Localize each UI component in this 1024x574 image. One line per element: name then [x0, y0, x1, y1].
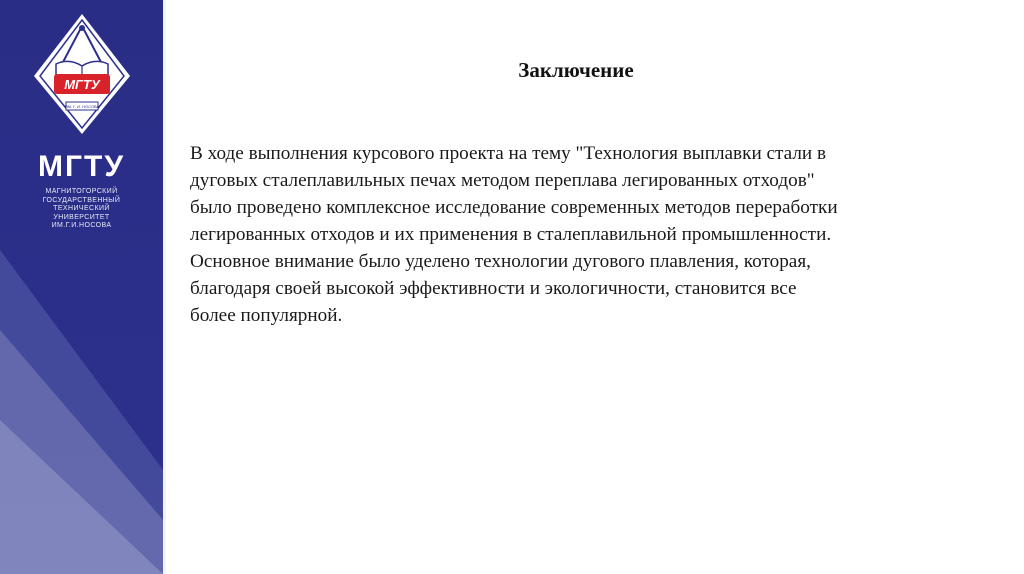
brand-subtitle-line: МАГНИТОГОРСКИЙ — [45, 188, 118, 195]
university-logo — [32, 12, 132, 136]
sidebar — [0, 0, 163, 574]
body-line: было проведено комплексное исследование современных методов переработки — [190, 197, 838, 218]
body-line: более популярной. — [190, 305, 343, 326]
body-line: дуговых сталеплавильных печах методом переплава легированных отходов" — [190, 170, 815, 191]
brand-title: МГТУ — [38, 150, 125, 183]
brand-subtitle-line: ТЕХНИЧЕСКИЙ — [53, 205, 110, 213]
slide-title: Заключение — [518, 58, 634, 82]
sidebar-divider — [163, 0, 166, 574]
brand-subtitle-line: УНИВЕРСИТЕТ — [53, 213, 110, 221]
brand-subtitle-line: ИМ.Г.И.НОСОВА — [51, 222, 112, 230]
body-line: Основное внимание было уделено технологии дугового плавления, которая, — [190, 251, 811, 272]
body-line: В ходе выполнения курсового проекта на тему "Технология выплавки стали в — [190, 143, 827, 164]
brand-subtitle-line: ГОСУДАРСТВЕННЫЙ — [42, 196, 121, 204]
body-paragraph — [190, 140, 990, 329]
logo-ribbon-text: ИМ. Г. И. НОСОВА — [64, 104, 100, 109]
logo-emblem-text: МГТУ — [64, 77, 100, 92]
body-line: благодаря своей высокой эффективности и экологичности, становится все — [190, 278, 797, 299]
brand-subtitle — [20, 188, 143, 231]
body-line: легированных отходов и их применения в сталеплавильной промышленности. — [190, 224, 832, 245]
